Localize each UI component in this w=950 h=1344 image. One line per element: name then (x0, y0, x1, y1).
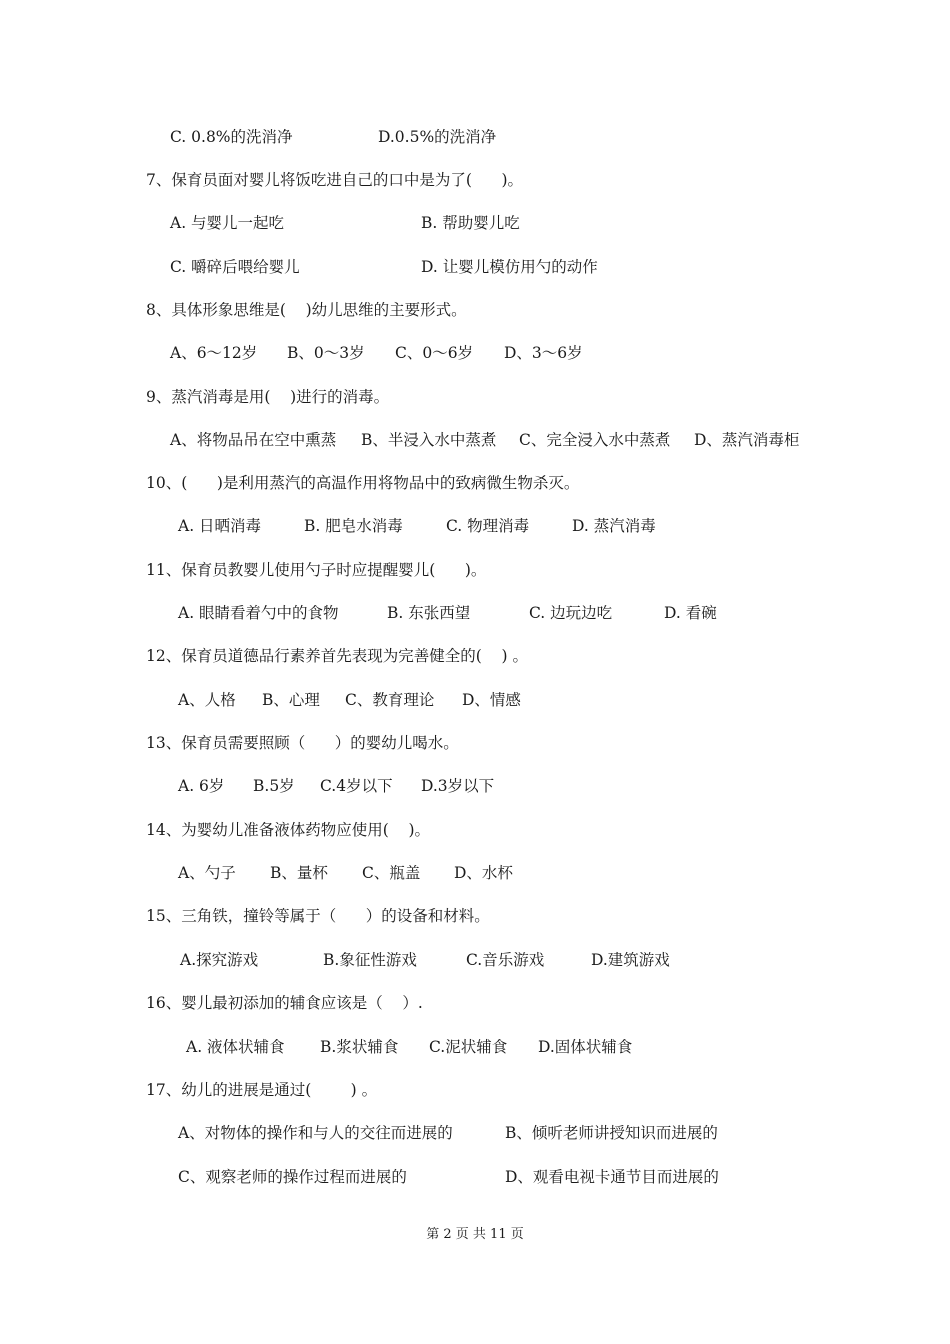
option: C. 0.8%的洗消净 (170, 128, 293, 146)
question-text: 17、幼儿的进展是通过( ) 。 (146, 1081, 378, 1099)
option: C. 嚼碎后喂给婴儿 (170, 258, 300, 276)
option: C. 边玩边吃 (529, 604, 613, 622)
option: C.4岁以下 (320, 777, 393, 795)
option: C、完全浸入水中蒸煮 (519, 431, 671, 449)
option: A、人格 (178, 691, 236, 709)
option: B. 东张西望 (387, 604, 471, 622)
option: C、教育理论 (345, 691, 435, 709)
question-text: 16、婴儿最初添加的辅食应该是（ ）. (146, 994, 423, 1012)
question-text: 15、三角铁，撞铃等属于（ ）的设备和材料。 (146, 907, 490, 925)
option: D、3～6岁 (504, 344, 583, 362)
option: B、心理 (262, 691, 320, 709)
option: A、将物品吊在空中熏蒸 (170, 431, 337, 449)
option: A、6～12岁 (170, 344, 258, 362)
option: D.3岁以下 (421, 777, 495, 795)
option: B.浆状辅食 (320, 1038, 399, 1056)
option: D.建筑游戏 (591, 951, 670, 969)
option: A. 日晒消毒 (178, 517, 262, 535)
option: C.音乐游戏 (466, 951, 545, 969)
option: C. 物理消毒 (446, 517, 530, 535)
question-text: 7、保育员面对婴儿将饭吃进自己的口中是为了( )。 (146, 171, 524, 189)
option: C.泥状辅食 (429, 1038, 508, 1056)
option: B. 肥皂水消毒 (304, 517, 403, 535)
option: B、半浸入水中蒸煮 (361, 431, 497, 449)
option: C、观察老师的操作过程而进展的 (178, 1168, 407, 1186)
question-text: 12、保育员道德品行素养首先表现为完善健全的( ) 。 (146, 647, 528, 665)
option: A. 与婴儿一起吃 (170, 214, 285, 232)
question-text: 14、为婴幼儿准备液体药物应使用( )。 (146, 821, 431, 839)
option: D.0.5%的洗消净 (378, 128, 497, 146)
option: B、倾听老师讲授知识而进展的 (505, 1124, 718, 1142)
option: B.5岁 (253, 777, 295, 795)
option: C、0～6岁 (395, 344, 474, 362)
option: D、观看电视卡通节目而进展的 (505, 1168, 719, 1186)
option: A.探究游戏 (180, 951, 259, 969)
option: A. 眼睛看着勺中的食物 (178, 604, 339, 622)
option: D、情感 (462, 691, 521, 709)
question-text: 11、保育员教婴儿使用勺子时应提醒婴儿( )。 (146, 561, 487, 579)
option: A、对物体的操作和与人的交往而进展的 (178, 1124, 453, 1142)
option: D. 蒸汽消毒 (572, 517, 656, 535)
option: B.象征性游戏 (323, 951, 417, 969)
option: A、勺子 (178, 864, 236, 882)
question-text: 10、( )是利用蒸汽的高温作用将物品中的致病微生物杀灭。 (146, 474, 580, 492)
option: D. 看碗 (664, 604, 717, 622)
question-text: 13、保育员需要照顾（ ）的婴幼儿喝水。 (146, 734, 459, 752)
option: D、水杯 (454, 864, 513, 882)
option: D. 让婴儿模仿用勺的动作 (421, 258, 598, 276)
question-text: 9、蒸汽消毒是用( )进行的消毒。 (146, 388, 390, 406)
page-footer: 第 2 页 共 11 页 (426, 1227, 524, 1242)
option: D.固体状辅食 (538, 1038, 633, 1056)
question-text: 8、具体形象思维是( )幼儿思维的主要形式。 (146, 301, 467, 319)
option: D、蒸汽消毒柜 (694, 431, 800, 449)
option: B. 帮助婴儿吃 (421, 214, 520, 232)
option: A. 6岁 (178, 777, 225, 795)
option: A. 液体状辅食 (186, 1038, 285, 1056)
option: C、瓶盖 (362, 864, 421, 882)
option: B、0～3岁 (287, 344, 365, 362)
option: B、量杯 (270, 864, 328, 882)
